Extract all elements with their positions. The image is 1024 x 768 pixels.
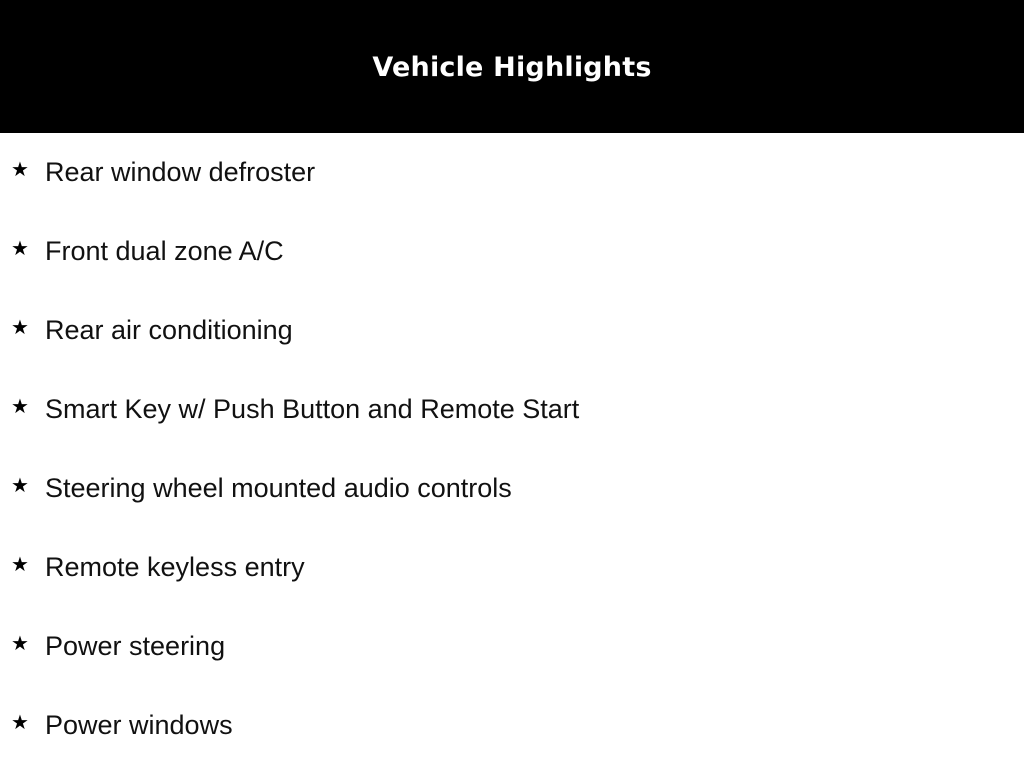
highlight-label: Front dual zone A/C [45, 235, 284, 266]
star-icon: ★ [11, 236, 29, 260]
header-banner [0, 0, 1024, 133]
highlight-label: Smart Key w/ Push Button and Remote Start [45, 393, 580, 424]
highlight-label: Power windows [45, 709, 233, 740]
list-item [0, 152, 315, 192]
star-icon: ★ [11, 631, 29, 655]
list-item [0, 705, 233, 745]
page-title: Vehicle Highlights [372, 52, 652, 83]
list-item [0, 389, 579, 429]
star-icon: ★ [11, 157, 29, 181]
star-icon: ★ [11, 394, 29, 418]
list-item [0, 468, 512, 508]
list-item [0, 310, 293, 350]
star-icon: ★ [11, 710, 29, 734]
list-item [0, 547, 305, 587]
highlight-label: Rear window defroster [45, 156, 316, 187]
highlight-label: Power steering [45, 630, 226, 661]
star-icon: ★ [11, 473, 29, 497]
list-item [0, 626, 225, 666]
star-icon: ★ [11, 552, 29, 576]
star-icon: ★ [11, 315, 29, 339]
highlight-label: Rear air conditioning [45, 314, 293, 345]
list-item [0, 231, 284, 271]
highlight-label: Steering wheel mounted audio controls [45, 472, 512, 503]
highlight-label: Remote keyless entry [45, 551, 305, 582]
